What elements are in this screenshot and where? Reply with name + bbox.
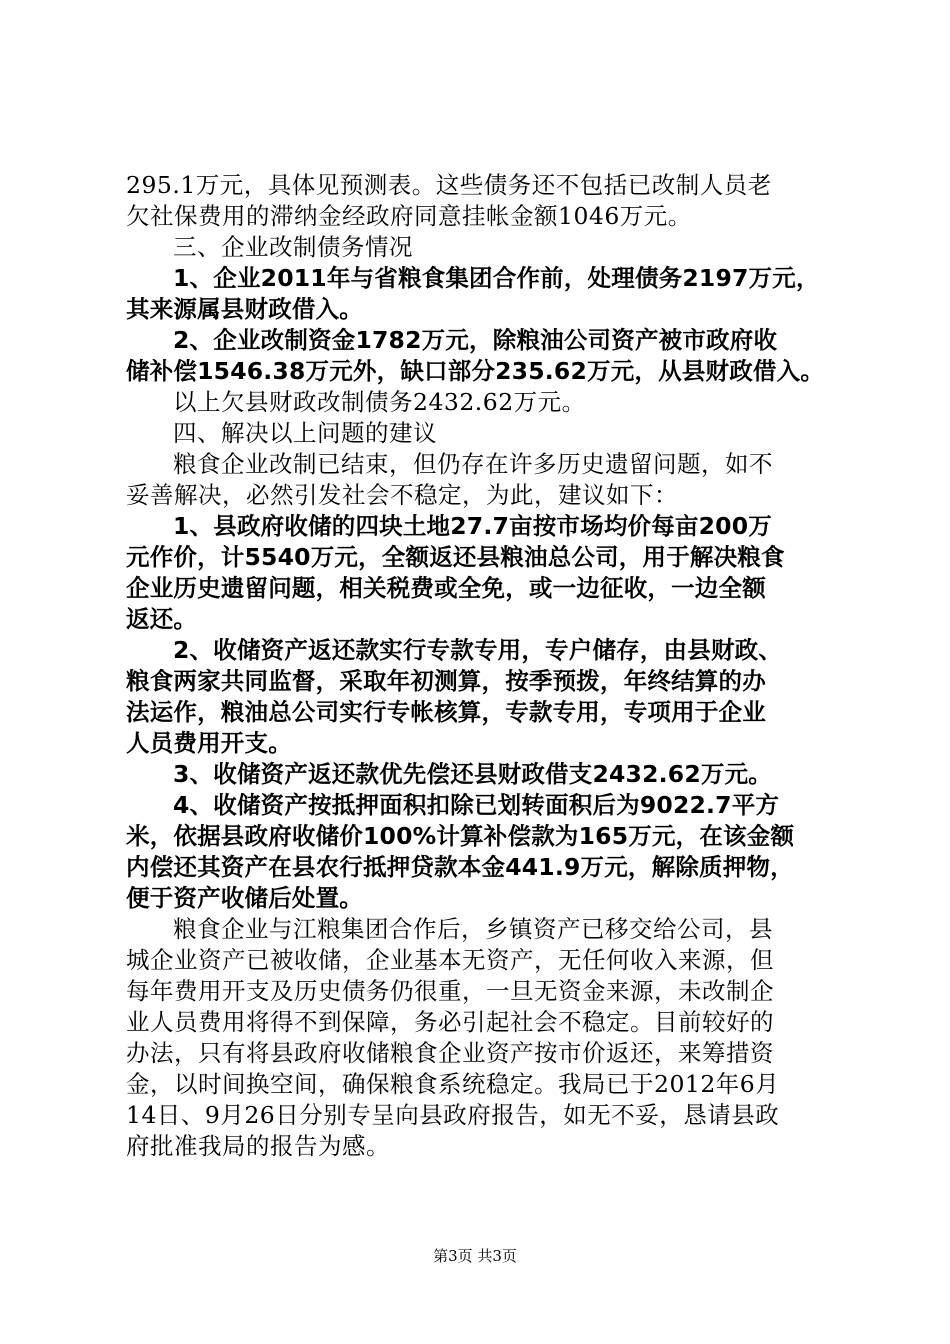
text-line: 每年费用开支及历史债务仍很重，一旦无资金来源，未改制企 [126, 977, 774, 1005]
text-line: 金，以时间换空间，确保粮食系统稳定。我局已于2012年6月 [126, 1070, 780, 1098]
text-line: 妥善解决，必然引发社会不稳定，为此，建议如下： [126, 481, 678, 509]
text-line: 元作价，计5540万元，全额返还县粮油总公司，用于解决粮食 [126, 543, 785, 571]
text-line: 三、企业改制债务情况 [173, 233, 413, 261]
text-line: 米，依据县政府收储价100%计算补偿款为165万元，在该金额 [126, 822, 795, 850]
text-line: 储补偿1546.38万元外，缺口部分235.62万元，从县财政借入。 [126, 357, 825, 385]
text-line: 295.1万元，具体见预测表。这些债务还不包括已改制人员老 [126, 171, 772, 199]
text-line: 府批准我局的报告为感。 [126, 1132, 390, 1160]
text-line: 其来源属县财政借入。 [126, 295, 363, 323]
text-line: 2、收储资产返还款实行专款专用，专户储存，由县财政、 [173, 636, 783, 664]
text-line: 4、收储资产按抵押面积扣除已划转面积后为9022.7平方 [173, 791, 780, 819]
text-line: 1、企业2011年与省粮食集团合作前，处理债务2197万元， [173, 264, 820, 292]
text-line: 内偿还其资产在县农行抵押贷款本金441.9万元，解除质押物， [126, 853, 794, 881]
text-line: 四、解决以上问题的建议 [173, 419, 437, 447]
text-line: 粮食两家共同监督，采取年初测算，按季预拨，年终结算的办 [126, 667, 766, 695]
document-body [126, 170, 836, 1162]
text-line: 14日、9月26日分别专呈向县政府报告，如无不妥，恳请县政 [126, 1101, 780, 1129]
text-line: 1、县政府收储的四块土地27.7亩按市场均价每亩200万 [173, 512, 772, 540]
text-line: 人员费用开支。 [126, 729, 292, 757]
text-line: 办法，只有将县政府收储粮食企业资产按市价返还，来筹措资 [126, 1039, 774, 1067]
text-line: 3、收储资产返还款优先偿还县财政借支2432.62万元。 [173, 760, 772, 788]
text-line: 城企业资产已被收储，企业基本无资产，无任何收入来源，但 [126, 946, 774, 974]
text-line: 以上欠县财政改制债务2432.62万元。 [173, 388, 586, 416]
text-line: 粮食企业改制已结束，但仍存在许多历史遗留问题，如不 [173, 450, 773, 478]
text-line: 欠社保费用的滞纳金经政府同意挂帐金额1046万元。 [126, 202, 692, 230]
text-line: 粮食企业与江粮集团合作后，乡镇资产已移交给公司，县 [173, 915, 773, 943]
text-line: 法运作，粮油总公司实行专帐核算，专款专用，专项用于企业 [126, 698, 766, 726]
text-line: 企业历史遗留问题，相关税费或全免，或一边征收，一边全额 [126, 574, 766, 602]
text-line: 返还。 [126, 605, 198, 633]
text-line: 2、企业改制资金1782万元，除粮油公司资产被市政府收 [173, 326, 778, 354]
page-footer: 第3页 共3页 [433, 1247, 517, 1265]
text-line: 便于资产收储后处置。 [126, 884, 363, 912]
text-line: 业人员费用将得不到保障，务必引起社会不稳定。目前较好的 [126, 1008, 774, 1036]
